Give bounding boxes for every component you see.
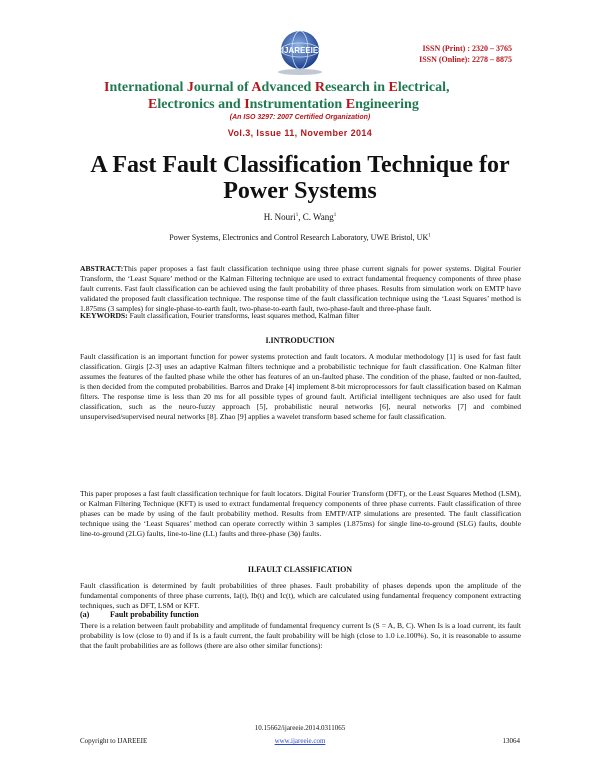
keywords-text: Fault classification, Fourier transforms, least squares method, Kalman filter [127, 311, 360, 320]
intro-paragraph-1: Fault classification is an important function for power systems protection and fault locators. A modular methodology [1] is used for fast fault classification. Girgis [2-3] uses an adaptive Kalman filters technique and a probabilistic technique for fault classification. One Kalman filter assumes the features of the faulted phase while the other has features of an un-faulted phase. The condition of the phase, faulted or non-faulted, is then decided from the computed probabilities. Barros and Drake [4] implement 8-bit microprocessors for fault classification based on Kalman filters. The response time is less than 20 ms for all possible types of ground fault. Artificial intelligent techniques are also used for fault classification, such as the neuro-fuzzy approach [5], probabilistic neural networks [6], neural networks [7] and combined unsupervised/supervised neural networks [8]. Zhao [9] applies a wavelet transform based scheme for fault classification. [80, 352, 521, 421]
abstract-text: This paper proposes a fast fault classification technique using three phase current signals for power systems. Digital Fourier Transform, the ‘Least Square’ method or the Kalman Filtering technique are used to extract fundamental frequency components of three phase fault currents. Fast fault classification can be achieved using the fault probability of three phases. Results from simulation work on EMTP have validated the proposed fault classification technique. The response time of the fault classification technique using the ‘Least Squares’ method is 1.875ms (3 samples) for single-phase-to-earth fault, two-phase-to-earth fault, two-phase-fault and three-phase fault. [80, 264, 521, 313]
affiliation-text: Power Systems, Electronics and Control Research Laboratory, UWE Bristol, UK [169, 233, 429, 242]
journal-website-link[interactable]: www.ijareeie.com [274, 737, 326, 745]
volume-issue: Vol.3, Issue 11, November 2014 [227, 128, 373, 138]
journal-cap: A [251, 80, 262, 95]
journal-word: lectrical, [397, 80, 450, 95]
title-line-1: A Fast Fault Classification Technique for [90, 152, 510, 178]
logo-text: IJAREEIE [281, 46, 319, 55]
fault-paragraph-2: There is a relation between fault probability and amplitude of fundamental frequency current Is (S = A, B, C). When Is is a load current, its fault probability is low (close to 0) and if Is is a fault current, the fault probability will be high (close to 1.0 i.e.100%). So, it is reasonable to assume that the fault probabilities are as follows (there are also other similar functions): [80, 621, 521, 650]
certification-note: (An ISO 3297: 2007 Certified Organization) [229, 114, 371, 121]
journal-word: nternational [109, 80, 187, 95]
journal-word: lectronics and [157, 97, 245, 112]
journal-name [104, 79, 504, 113]
author-name: , C. Wang [298, 212, 334, 222]
authors [0, 212, 600, 222]
journal-logo [268, 28, 332, 78]
paper-title [0, 152, 600, 204]
issn-online: ISSN (Online): 2278 – 8875 [419, 55, 512, 64]
fault-paragraph-1: Fault classification is determined by fault probabilities of three phases. Fault probability of phases depends upon the amplitude of the fundamental components of three phase currents, Ia(t), Ib(t) and Ic(t), which are calculated using fundamental frequency component extracting techniques, such as DFT, LSM or KFT. [80, 581, 521, 610]
subsection-heading [80, 610, 199, 619]
journal-cap: E [345, 97, 356, 112]
journal-word: ngineering [355, 97, 419, 112]
subsection-number: (a) [80, 610, 90, 619]
author-name: H. Nouri [263, 212, 296, 222]
journal-line-1 [104, 79, 504, 96]
page-number: 13064 [502, 737, 520, 745]
keywords [80, 311, 521, 321]
journal-cap: R [314, 80, 325, 95]
journal-word: esearch in [324, 80, 389, 95]
title-line-2: Power Systems [223, 178, 377, 204]
abstract-label: ABSTRACT: [80, 264, 124, 273]
journal-line-2 [104, 96, 504, 113]
journal-word: ournal of [193, 80, 252, 95]
section-heading-introduction: I.INTRODUCTION [265, 336, 335, 345]
keywords-label: KEYWORDS: [80, 311, 128, 320]
author-sup: 1 [333, 213, 337, 218]
section-heading-fault-classification: II.FAULT CLASSIFICATION [247, 565, 353, 574]
journal-word: dvanced [261, 80, 315, 95]
journal-cap: J [186, 80, 194, 95]
issn-print: ISSN (Print) : 2320 – 3765 [422, 44, 512, 53]
issn-block [419, 43, 512, 65]
subsection-title: Fault probability function [110, 610, 199, 619]
intro-paragraph-2: This paper proposes a fast fault classification technique for fault locators. Digital Fourier Transform (DFT), or the Least Squares Method (LSM), or Kalman Filtering Technique (KFT) is used to extract fundamental frequency components of three phase currents. Fault classification of three phases can be made by using of the fault probability method. Results from EMTP/ATP simulations are presented. The fault classification technique using the ‘Least Squares’ method can operate correctly within 3 samples (1.875ms) for single line-to-ground (SLG) faults, double line-to-ground (2LG) faults, line-to-line (LL) faults and three-phase (3ϕ) faults. [80, 489, 521, 538]
journal-cap: E [388, 80, 398, 95]
author-sup: 1 [295, 213, 299, 218]
affiliation-sup: 1 [428, 233, 431, 239]
doi: 10.15662/ijareeie.2014.0311065 [254, 724, 346, 732]
journal-word: nstrumentation [249, 97, 346, 112]
copyright: Copyright to IJAREEIE [80, 737, 148, 745]
abstract [80, 264, 521, 314]
journal-cap: I [244, 97, 250, 112]
journal-cap: E [148, 97, 158, 112]
journal-cap: I [104, 80, 110, 95]
affiliation [0, 233, 600, 242]
